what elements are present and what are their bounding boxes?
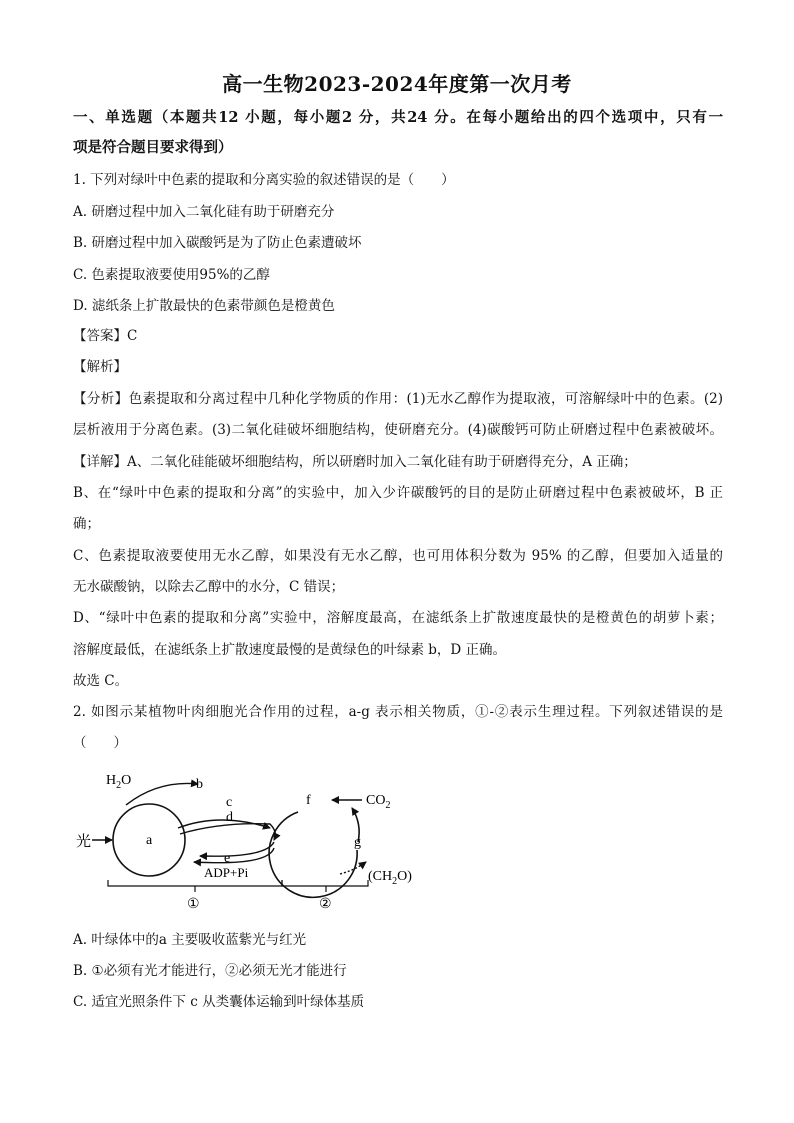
q1-analysis-label: 【解析】 xyxy=(73,359,127,375)
f-label: f xyxy=(306,793,311,808)
photosynthesis-diagram xyxy=(70,762,430,922)
q1-option-d: D. 滤纸条上扩散最快的色素带颜色是橙黄色 xyxy=(73,298,335,314)
co2-label: $CO_2$ xyxy=(366,793,391,811)
q1-analysis-line: 无水碳酸钠，以除去乙醇中的水分，C 错误； xyxy=(73,579,345,595)
section-header-line1: 一、单选题（本题共12 小题，每小题2 分，共24 分。在每小题给出的四个选项中，只有一 xyxy=(73,109,723,126)
brace-stage1 xyxy=(108,880,282,892)
ch2o-label: $(CH_2O)$ xyxy=(368,869,412,887)
section-header-line2: 项是符合题目要求得到） xyxy=(73,139,233,156)
q1-analysis-line: B、在“绿叶中色素的提取和分离”的实验中，加入少许碳酸钙的目的是防止研磨过程中色素被破坏，B 正 xyxy=(73,485,723,501)
e-label: e xyxy=(224,851,231,866)
brace-stage2 xyxy=(282,880,368,892)
page-title: 高一生物2023-2024年度第一次月考 xyxy=(222,72,572,96)
a-label: a xyxy=(146,833,153,848)
d-arrow xyxy=(180,824,275,840)
q1-analysis-line: C、色素提取液要使用无水乙醇，如果没有无水乙醇，也可用体积分数为 95% 的乙醇，但要加入适量的 xyxy=(73,548,723,564)
adp-label: ADP+Pi xyxy=(204,865,249,880)
q1-option-c: C. 色素提取液要使用95%的乙醇 xyxy=(73,267,270,283)
q2-stem-line1: 2. 如图示某植物叶肉细胞光合作用的过程，a-g 表示相关物质，①-②表示生理过程。下列叙述错误的是 xyxy=(73,704,723,720)
b-label: b xyxy=(196,777,203,792)
e-arrow xyxy=(200,842,274,856)
q2-stem-line2: （ ） xyxy=(73,735,127,751)
q1-option-a: A. 研磨过程中加入二氧化硅有助于研磨充分 xyxy=(73,204,335,220)
q1-analysis-line: 【详解】A、二氧化硅能破坏细胞结构，所以研磨时加入二氧化硅有助于研磨得充分，A 正确； xyxy=(73,454,637,470)
q1-answer: 【答案】C xyxy=(73,328,138,344)
stage1-label: ① xyxy=(187,897,200,912)
water-split-arrow xyxy=(126,783,198,805)
light-label: 光 xyxy=(76,834,92,850)
h2o-label: $H_2O$ xyxy=(106,773,132,791)
q1-analysis-line: D、“绿叶中色素的提取和分离”实验中，溶解度最高，在滤纸条上扩散速度最快的是橙黄色的胡萝卜素； xyxy=(73,610,723,626)
q1-option-b: B. 研磨过程中加入碳酸钙是为了防止色素遭破坏 xyxy=(73,235,362,251)
q1-analysis-line: 溶解度最低，在滤纸条上扩散速度最慢的是黄绿色的叶绿素 b，D 正确。 xyxy=(73,642,507,658)
g-label: g xyxy=(354,835,361,850)
d-label: d xyxy=(226,810,233,825)
stage2-label: ② xyxy=(319,897,332,912)
q1-analysis-line: 【分析】色素提取和分离过程中几种化学物质的作用：(1)无水乙醇作为提取液，可溶解绿叶中的色素。(2) xyxy=(73,391,723,407)
q2-option-b: B. ①必须有光才能进行，②必须无光才能进行 xyxy=(73,963,347,979)
q1-analysis-line: 层析液用于分离色素。(3)二氧化硅破坏细胞结构，使研磨充分。(4)碳酸钙可防止研磨过程中色素被破坏。 xyxy=(73,422,723,438)
q2-option-c: C. 适宜光照条件下 c 从类囊体运输到叶绿体基质 xyxy=(73,994,365,1010)
q1-analysis-line: 确； xyxy=(73,516,100,532)
q1-stem: 1. 下列对绿叶中色素的提取和分离实验的叙述错误的是（ ） xyxy=(73,172,455,188)
q2-option-a: A. 叶绿体中的a 主要吸收蓝紫光与红光 xyxy=(73,932,307,948)
q1-analysis-line: 故选 C。 xyxy=(73,673,129,689)
c-label: c xyxy=(226,795,233,810)
